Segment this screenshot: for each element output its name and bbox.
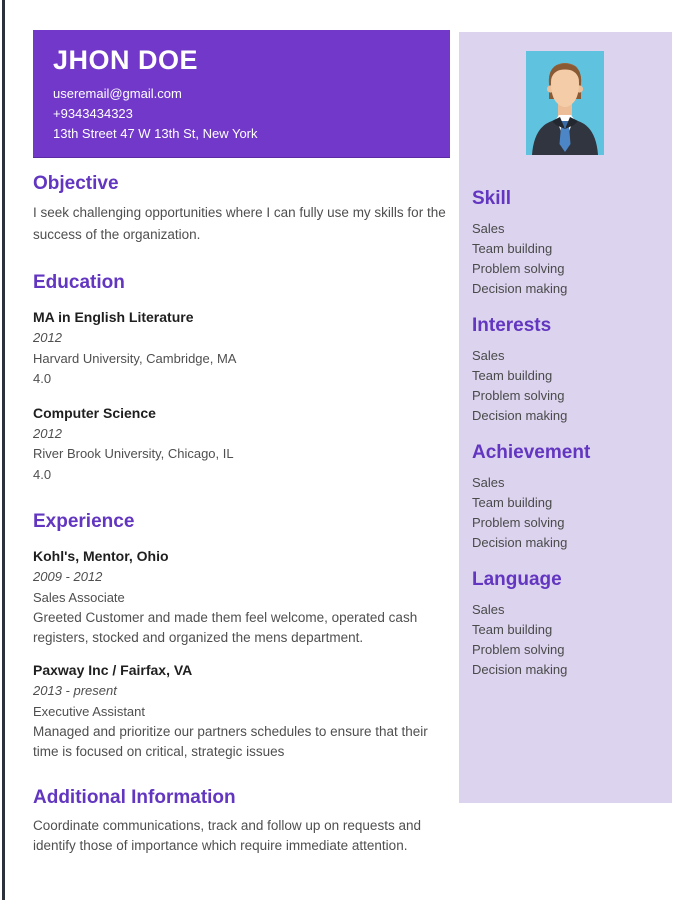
- additional-information-text: Coordinate communications, track and follow up on requests and identify those of importance which require immediate attention.: [33, 818, 421, 853]
- sidebar-item: Problem solving: [472, 642, 565, 657]
- sidebar-item: Problem solving: [472, 261, 565, 276]
- sidebar-item: Sales: [472, 221, 505, 236]
- education-degree: MA in English Literature: [33, 309, 194, 325]
- contact-phone: +9343434323: [53, 106, 133, 121]
- sidebar-item: Sales: [472, 475, 505, 490]
- section-title-additional-information: Additional Information: [33, 787, 236, 808]
- experience-role: Executive Assistant: [33, 703, 145, 719]
- resume-header: [33, 30, 450, 158]
- main-column: [33, 158, 455, 856]
- sidebar-section-title: Skill: [472, 188, 512, 209]
- profile-photo: [526, 51, 604, 155]
- education-gpa: 4.0: [33, 371, 52, 386]
- sidebar-item: Team building: [472, 622, 553, 637]
- education-year: 2012: [33, 425, 62, 441]
- sidebar: [459, 32, 672, 803]
- education-degree: Computer Science: [33, 404, 156, 421]
- education-gpa: 4.0: [33, 466, 52, 482]
- sidebar-item: Decision making: [472, 662, 568, 677]
- sidebar-item: Decision making: [472, 535, 568, 550]
- section-title-education: Education: [33, 272, 125, 293]
- contact-email: useremail@gmail.com: [53, 86, 182, 101]
- sidebar-item: Problem solving: [472, 388, 565, 403]
- education-year: 2012: [33, 330, 62, 345]
- sidebar-item: Decision making: [472, 281, 568, 296]
- section-title-experience: Experience: [33, 511, 135, 532]
- section-title-objective: Objective: [33, 173, 119, 194]
- experience-description: Greeted Customer and made them feel welcome, operated cash registers, stocked and organized the mens department.: [33, 610, 418, 645]
- sidebar-section-language: [472, 569, 658, 680]
- experience-company: Kohl's, Mentor, Ohio: [33, 548, 169, 564]
- experience-period: 2013 - present: [33, 683, 117, 698]
- objective-text: I seek challenging opportunities where I can fully use my skills for the success of the organization.: [33, 205, 446, 242]
- sidebar-item: Team building: [472, 368, 553, 383]
- education-entry: [33, 307, 455, 390]
- experience-entry: [33, 546, 455, 647]
- education-entry: [33, 403, 455, 486]
- experience-description: Managed and prioritize our partners schedules to ensure that their time is focused on critical, strategic issues: [33, 724, 428, 759]
- sidebar-section-title: Language: [472, 569, 562, 590]
- education-school: Harvard University, Cambridge, MA: [33, 350, 237, 366]
- contact-info: [53, 84, 430, 144]
- experience-entry: [33, 660, 455, 761]
- education-school: River Brook University, Chicago, IL: [33, 446, 234, 461]
- sidebar-section-title: Achievement: [472, 442, 591, 463]
- sidebar-section-interests: [472, 315, 658, 426]
- sidebar-item: Sales: [472, 602, 505, 617]
- experience-period: 2009 - 2012: [33, 569, 103, 584]
- sidebar-item: Team building: [472, 241, 553, 256]
- sidebar-item: Team building: [472, 495, 553, 510]
- sidebar-section-skill: [472, 188, 658, 299]
- contact-address: 13th Street 47 W 13th St, New York: [53, 126, 258, 141]
- sidebar-item: Problem solving: [472, 515, 565, 530]
- candidate-name: JHON DOE: [53, 45, 199, 75]
- sidebar-section-title: Interests: [472, 315, 552, 336]
- experience-company: Paxway Inc / Fairfax, VA: [33, 662, 193, 678]
- sidebar-item: Sales: [472, 348, 505, 363]
- experience-role: Sales Associate: [33, 589, 125, 605]
- page-left-border: [2, 0, 5, 900]
- sidebar-item: Decision making: [472, 408, 568, 423]
- sidebar-section-achievement: [472, 442, 658, 553]
